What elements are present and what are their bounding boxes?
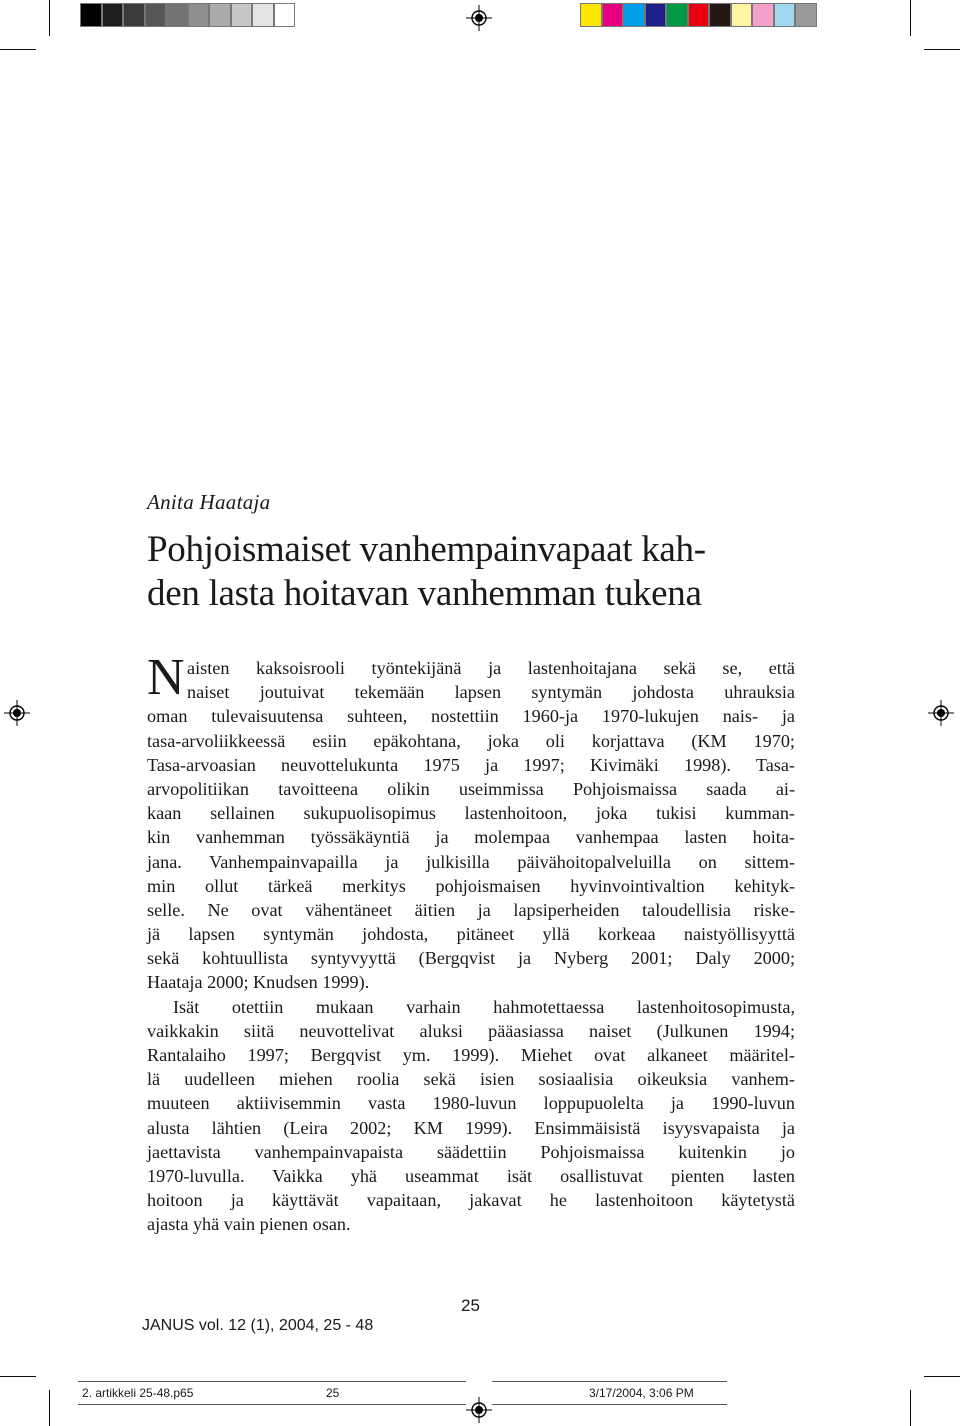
body-line: kaan sellainen sukupuolisopimus lastenhoitoon, joka tukisi kumman-: [147, 803, 795, 824]
color-swatch: [623, 3, 645, 27]
color-swatch: [145, 3, 167, 27]
title-line: Pohjoismaiset vanhempainvapaat kah-: [147, 529, 706, 570]
slug-box: [280, 1381, 466, 1405]
slug-page: 25: [326, 1386, 340, 1400]
body-line: oman tulevaisuutensa suhteen, nostettiin 1960-ja 1970-lukujen nais- ja: [147, 706, 795, 727]
body-line: tasa-arvoliikkeessä esiin epäkohtana, joka oli korjattava (KM 1970;: [147, 730, 795, 751]
body-line: Isät otettiin mukaan varhain hahmotettaessa lastenhoitosopimusta,: [173, 996, 795, 1017]
slug-box: [492, 1381, 587, 1405]
color-swatch: [666, 3, 688, 27]
color-swatch: [188, 3, 210, 27]
grayscale-calibration-bar: [80, 3, 295, 27]
journal-citation: JANUS vol. 12 (1), 2004, 25 - 48: [142, 1317, 374, 1334]
color-swatch: [166, 3, 188, 27]
body-line: naiset joutuivat tekemään lapsen syntymän johdosta uhrauksia: [187, 682, 795, 703]
color-swatch: [209, 3, 231, 27]
body-line: Haataja 2000; Knudsen 1999).: [147, 972, 370, 993]
body-line: jana. Vanhempainvapailla ja julkisilla päivähoitopalveluilla on sittem-: [147, 851, 795, 872]
color-swatch: [709, 3, 731, 27]
color-swatch: [774, 3, 796, 27]
color-swatch: [645, 3, 667, 27]
slug-datetime: 3/17/2004, 3:06 PM: [589, 1386, 694, 1400]
color-swatch: [688, 3, 710, 27]
body-line: selle. Ne ovat vähentäneet äitien ja lapsiperheiden taloudellisia riske-: [147, 899, 795, 920]
body-line: alusta lähtien (Leira 2002; KM 1999). Ensimmäisistä isyysvapaista ja: [147, 1117, 795, 1138]
body-line: Tasa-arvoasian neuvottelukunta 1975 ja 1997; Kivimäki 1998). Tasa-: [147, 754, 795, 775]
article-title: [147, 528, 797, 616]
color-swatch: [602, 3, 624, 27]
color-swatch: [795, 3, 817, 27]
color-swatch: [80, 3, 102, 27]
drop-cap: N: [147, 649, 185, 706]
page-number: 25: [461, 1296, 480, 1315]
body-line: kin vanhemman työssäkäyntiä ja molempaa vanhempaa lasten hoita-: [147, 827, 795, 848]
body-line: min ollut tärkeä merkitys pohjoismaisen hyvinvointivaltion kehityk-: [147, 875, 795, 896]
registration-mark-left-icon: [4, 700, 30, 726]
title-line: den lasta hoitavan vanhemman tukena: [147, 573, 702, 614]
color-swatch: [580, 3, 602, 27]
registration-mark-bottom-icon: [466, 1397, 492, 1423]
body-line: vaikkakin siitä neuvottelivat aluksi pääasiassa naiset (Julkunen 1994;: [147, 1020, 795, 1041]
color-swatch: [752, 3, 774, 27]
body-line: ajasta yhä vain pienen osan.: [147, 1214, 351, 1235]
color-swatch: [231, 3, 253, 27]
body-line: Rantalaiho 1997; Bergqvist ym. 1999). Miehet ovat alkaneet määritel-: [147, 1045, 795, 1065]
color-swatch: [252, 3, 274, 27]
body-line: jä lapsen syntymän johdosta, pitäneet yllä korkeaa naistyöllisyyttä: [147, 924, 795, 945]
body-line: hoitoon ja käyttävät vapaitaan, jakavat he lastenhoitoon käytetystä: [147, 1190, 795, 1211]
body-line: muuteen aktiivisemmin vasta 1980-luvun loppupuolelta ja 1990-luvun: [147, 1093, 795, 1114]
body-line: arvopolitiikan tavoitteena olikin useimmissa Pohjoismaissa saada ai-: [147, 778, 795, 799]
article-body: [147, 649, 795, 1237]
color-swatch: [274, 3, 296, 27]
body-line: sekä kohtuullista syntyvyyttä (Bergqvist ja Nyberg 2001; Daly 2000;: [147, 948, 795, 969]
color-calibration-bar: [580, 3, 817, 27]
body-line: 1970-luvulla. Vaikka yhä useammat isät osallistuvat pienten lasten: [147, 1165, 795, 1186]
body-line: jaettavista vanhempainvapaista säädettiin Pohjoismaissa kuitenkin jo: [147, 1141, 795, 1162]
slug-filename: 2. artikkeli 25-48.p65: [82, 1386, 194, 1400]
author-name: Anita Haataja: [147, 490, 271, 514]
body-line: lä uudelleen miehen roolia sekä isien sosiaalisia oikeuksia vanhem-: [147, 1069, 795, 1090]
registration-mark-right-icon: [928, 700, 954, 726]
color-swatch: [123, 3, 145, 27]
color-swatch: [102, 3, 124, 27]
color-swatch: [731, 3, 753, 27]
body-line: aisten kaksoisrooli työntekijänä ja lastenhoitajana sekä se, että: [187, 658, 795, 678]
registration-mark-top-icon: [466, 5, 492, 31]
